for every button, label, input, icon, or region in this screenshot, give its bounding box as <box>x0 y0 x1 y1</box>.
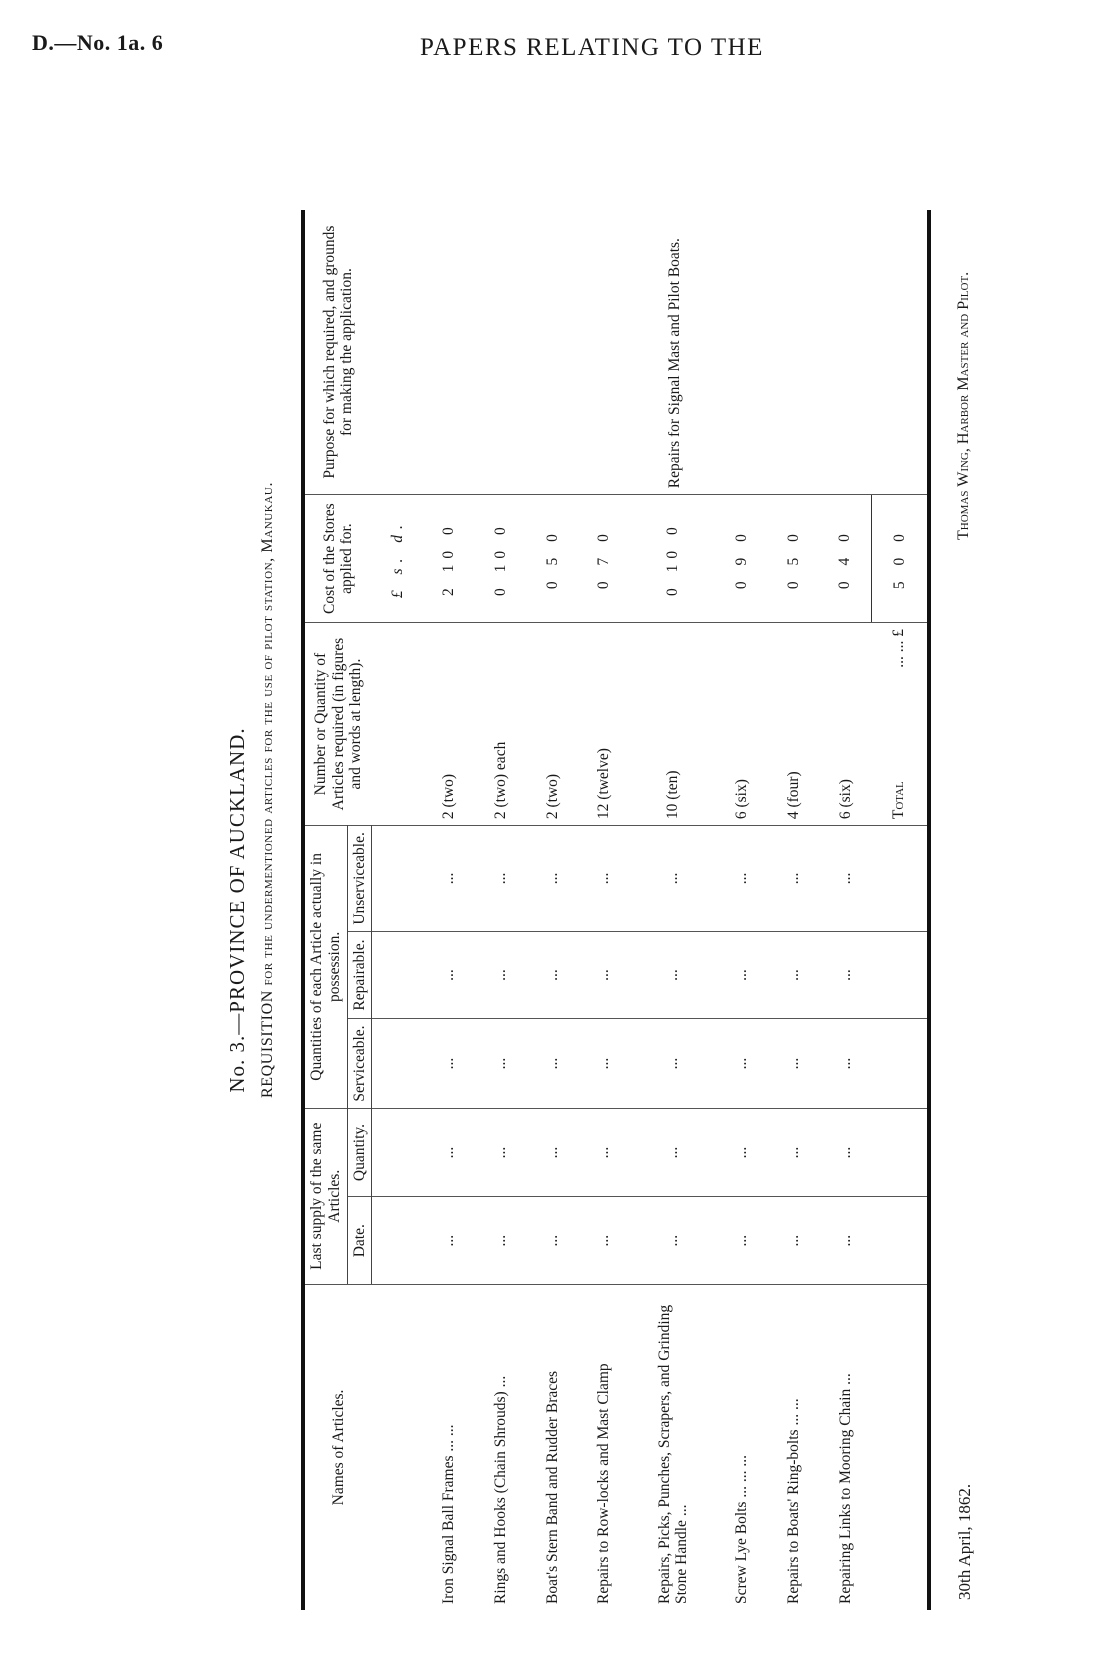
last-supply-quantity: ... <box>578 1108 630 1197</box>
last-supply-quantity: ... <box>630 1108 716 1197</box>
table-row <box>424 210 476 1610</box>
required-quantity: 2 (two) <box>424 623 476 826</box>
rotated-page-content <box>225 80 1114 1660</box>
requisition-table <box>301 210 931 1610</box>
last-supply-quantity: ... <box>716 1108 768 1197</box>
repairable-count: ... <box>424 931 476 1019</box>
last-supply-date: ... <box>578 1197 630 1284</box>
document-date: 30th April, 1862. <box>955 1483 974 1600</box>
last-supply-quantity: ... <box>819 1108 872 1197</box>
running-header: PAPERS RELATING TO THE <box>420 34 764 61</box>
unserviceable-count: ... <box>768 826 820 932</box>
last-supply-quantity: ... <box>768 1108 820 1197</box>
article-name: Rings and Hooks (Chain Shrouds) ... <box>475 1284 527 1610</box>
header-last-supply: Last supply of the same Articles. <box>303 1108 347 1284</box>
unserviceable-count: ... <box>424 826 476 932</box>
last-supply-date: ... <box>630 1197 716 1284</box>
required-quantity: 6 (six) <box>716 623 768 826</box>
repairable-count: ... <box>768 931 820 1019</box>
serviceable-count: ... <box>716 1019 768 1108</box>
unserviceable-count: ... <box>819 826 872 932</box>
last-supply-date: ... <box>716 1197 768 1284</box>
header-date: Date. <box>347 1197 372 1284</box>
article-cost: 2 10 0 <box>424 495 476 623</box>
repairable-count: ... <box>819 931 872 1019</box>
last-supply-date: ... <box>424 1197 476 1284</box>
last-supply-date: ... <box>768 1197 820 1284</box>
currency-units: £ s. d. <box>372 495 424 623</box>
last-supply-quantity: ... <box>424 1108 476 1197</box>
serviceable-count: ... <box>768 1019 820 1108</box>
header-names-of-articles: Names of Articles. <box>303 1284 372 1610</box>
unserviceable-count: ... <box>475 826 527 932</box>
article-cost: 0 9 0 <box>716 495 768 623</box>
signature: Thomas Wing, Harbor Master and Pilot. <box>955 271 972 540</box>
total-cost: 5 0 0 <box>872 495 929 623</box>
last-supply-date: ... <box>475 1197 527 1284</box>
article-name: Repairs to Boats' Ring-bolts ... ... <box>768 1284 820 1610</box>
repairable-count: ... <box>578 931 630 1019</box>
article-cost: 0 10 0 <box>475 495 527 623</box>
total-leader: ... ... £ <box>890 629 908 668</box>
header-number-required: Number or Quantity of Articles required (in figures and words at length). <box>303 623 372 826</box>
article-cost: 0 10 0 <box>630 495 716 623</box>
last-supply-date: ... <box>527 1197 579 1284</box>
serviceable-count: ... <box>527 1019 579 1108</box>
required-quantity: 6 (six) <box>819 623 872 826</box>
header-cost: Cost of the Stores applied for. <box>303 495 372 623</box>
serviceable-count: ... <box>424 1019 476 1108</box>
document-subtitle: REQUISITION for the undermentioned articles for the use of pilot station, Manukau. <box>259 481 276 1099</box>
document-reference: D.—No. 1a. 6 <box>32 30 164 55</box>
header-unserviceable: Unserviceable. <box>347 826 372 932</box>
header-purpose: Purpose for which required, and grounds for making the application. <box>320 225 356 479</box>
article-name: Repairing Links to Mooring Chain ... <box>819 1284 872 1610</box>
unserviceable-count: ... <box>527 826 579 932</box>
unserviceable-count: ... <box>630 826 716 932</box>
header-in-possession: Quantities of each Article actually in possession. <box>303 826 347 1108</box>
required-quantity: 2 (two) each <box>475 623 527 826</box>
document-title: No. 3.—PROVINCE OF AUCKLAND. <box>225 727 249 1093</box>
required-quantity: 4 (four) <box>768 623 820 826</box>
article-name: Iron Signal Ball Frames ... ... <box>424 1284 476 1610</box>
serviceable-count: ... <box>578 1019 630 1108</box>
article-name: Repairs to Row-locks and Mast Clamp <box>578 1284 630 1610</box>
currency-row <box>372 210 424 1610</box>
repairable-count: ... <box>630 931 716 1019</box>
purpose-text: Repairs for Signal Mast and Pilot Boats. <box>666 238 684 489</box>
article-cost: 0 5 0 <box>768 495 820 623</box>
header-repairable: Repairable. <box>347 931 372 1019</box>
repairable-count: ... <box>716 931 768 1019</box>
repairable-count: ... <box>527 931 579 1019</box>
article-name: Screw Lye Bolts ... ... ... <box>716 1284 768 1610</box>
unserviceable-count: ... <box>578 826 630 932</box>
last-supply-quantity: ... <box>527 1108 579 1197</box>
header-serviceable: Serviceable. <box>347 1019 372 1108</box>
article-name: Boat's Stern Band and Rudder Braces <box>527 1284 579 1610</box>
article-cost: 0 4 0 <box>819 495 872 623</box>
required-quantity: 2 (two) <box>527 623 579 826</box>
article-cost: 0 5 0 <box>527 495 579 623</box>
serviceable-count: ... <box>630 1019 716 1108</box>
serviceable-count: ... <box>819 1019 872 1108</box>
required-quantity: 12 (twelve) <box>578 623 630 826</box>
total-label: Total <box>890 781 908 820</box>
last-supply-date: ... <box>819 1197 872 1284</box>
serviceable-count: ... <box>475 1019 527 1108</box>
total-label-cell <box>872 623 929 826</box>
article-cost: 0 7 0 <box>578 495 630 623</box>
unserviceable-count: ... <box>716 826 768 932</box>
required-quantity: 10 (ten) <box>630 623 716 826</box>
header-quantity: Quantity. <box>347 1108 372 1197</box>
article-name: Repairs, Picks, Punches, Scrapers, and Grinding Stone Handle ... <box>630 1284 716 1610</box>
last-supply-quantity: ... <box>475 1108 527 1197</box>
repairable-count: ... <box>475 931 527 1019</box>
